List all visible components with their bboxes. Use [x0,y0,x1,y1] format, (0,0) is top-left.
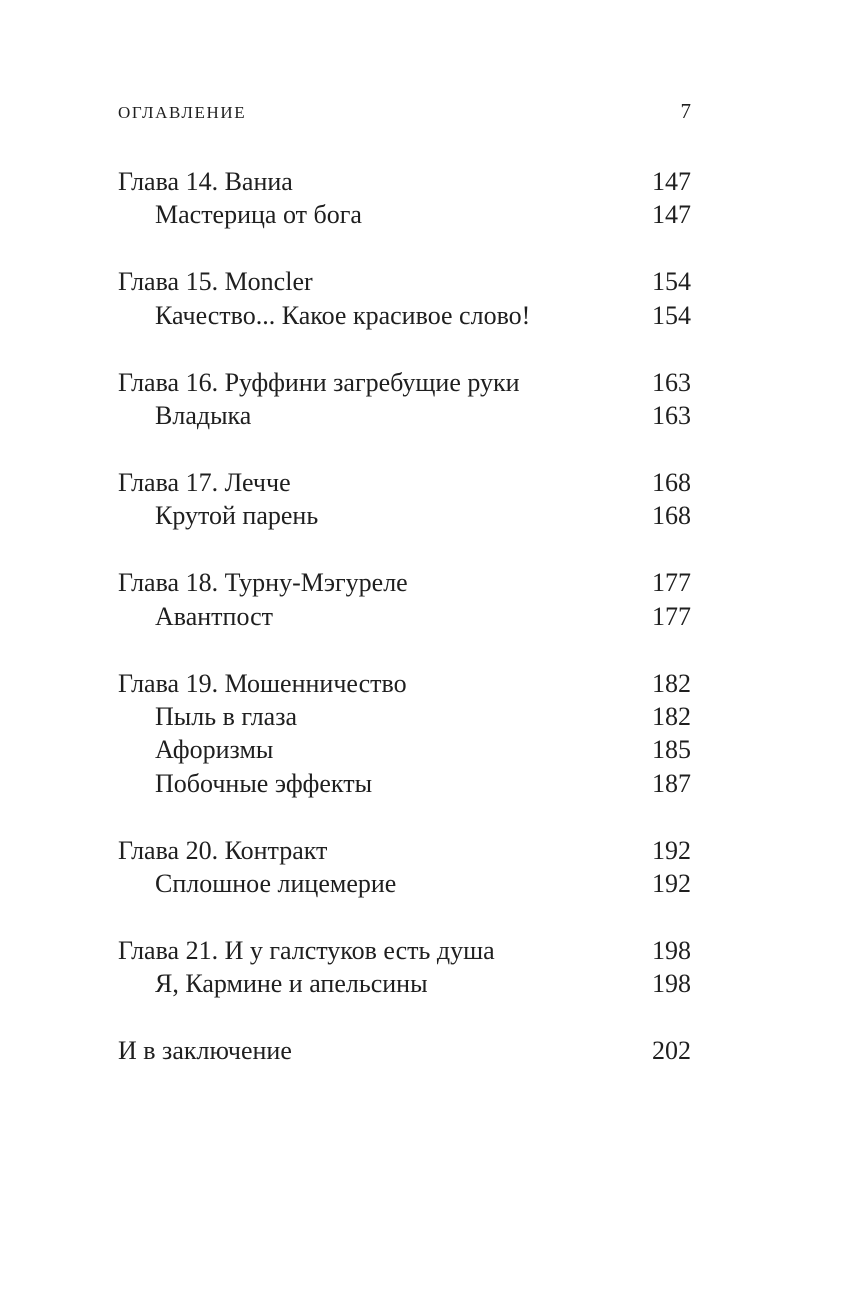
toc-group [118,566,691,633]
toc-group [118,667,691,801]
toc-entry-label: Глава 15. Moncler [118,267,313,297]
toc-group [118,366,691,433]
toc-entry-label: Сплошное лицемерие [155,869,397,899]
toc-entry-page: 177 [652,601,691,631]
toc-entry-page: 147 [652,200,691,230]
toc-entry [118,566,691,599]
running-header-page-number: 7 [680,99,691,123]
toc-group [118,466,691,533]
toc-entry-label: Глава 17. Лечче [118,467,291,497]
toc-entry-page: 163 [652,401,691,431]
toc-entry [118,366,691,399]
toc-group [118,934,691,1001]
toc-entry [118,299,691,332]
running-header-title: ОГЛАВЛЕНИЕ [118,103,247,122]
toc-entry [118,834,691,867]
toc-entry-label: И в заключение [118,1036,292,1066]
toc-entry [118,165,691,198]
toc-entry-page: 168 [652,467,691,497]
toc-entry-label: Глава 14. Ваниа [118,167,293,196]
running-header [118,99,691,124]
toc-entry-page: 198 [652,936,691,965]
toc-entry-page: 192 [652,869,691,899]
toc-entry-label: Глава 20. Контракт [118,835,328,865]
toc-entry-label: Глава 19. Мошенничество [118,668,407,698]
toc-entry-page: 182 [652,701,691,731]
toc-entry [118,399,691,432]
toc-group [118,265,691,332]
toc-entry-page: 198 [652,969,691,999]
toc-entry-page: 187 [652,768,691,798]
toc-entry [118,767,691,800]
toc-entry-label: Владыка [155,401,252,431]
toc-entry-page: 154 [652,267,691,297]
toc-entry [118,667,691,700]
toc-entry-page: 163 [652,367,691,397]
toc-entry-label: Качество... Какое красивое слово! [155,300,531,330]
toc-entry-page: 154 [652,300,691,330]
toc-entry [118,499,691,532]
toc-entry-page: 177 [652,568,691,598]
toc-entry-label: Побочные эффекты [155,768,373,798]
toc-entry [118,198,691,231]
toc-group [118,165,691,232]
table-of-contents [118,165,691,1101]
toc-group [118,834,691,901]
toc-entry-label: Афоризмы [155,735,274,765]
toc-entry-label: Глава 18. Турну-Мэгуреле [118,568,408,598]
toc-group [118,1034,691,1067]
toc-entry-label: Глава 16. Руффини загребущие руки [118,367,520,397]
toc-entry [118,265,691,298]
toc-entry [118,934,691,967]
toc-entry-page: 168 [652,501,691,531]
toc-entry-page: 185 [652,735,691,765]
toc-entry-label: Мастерица от бога [155,200,362,230]
toc-entry-page: 202 [652,1036,691,1066]
toc-entry [118,600,691,633]
toc-entry-label: Глава 21. И у галстуков есть душа [118,936,495,965]
toc-entry-page: 147 [652,167,691,196]
toc-entry [118,466,691,499]
toc-entry-page: 192 [652,835,691,865]
toc-entry [118,700,691,733]
toc-entry-label: Пыль в глаза [155,701,298,731]
toc-entry-label: Я, Кармине и апельсины [155,969,428,999]
toc-entry-label: Авантпост [155,601,273,631]
toc-entry-page: 182 [652,668,691,698]
toc-entry [118,867,691,900]
toc-entry-label: Крутой парень [155,501,319,531]
toc-entry [118,967,691,1000]
toc-entry [118,1034,691,1067]
toc-entry [118,733,691,766]
